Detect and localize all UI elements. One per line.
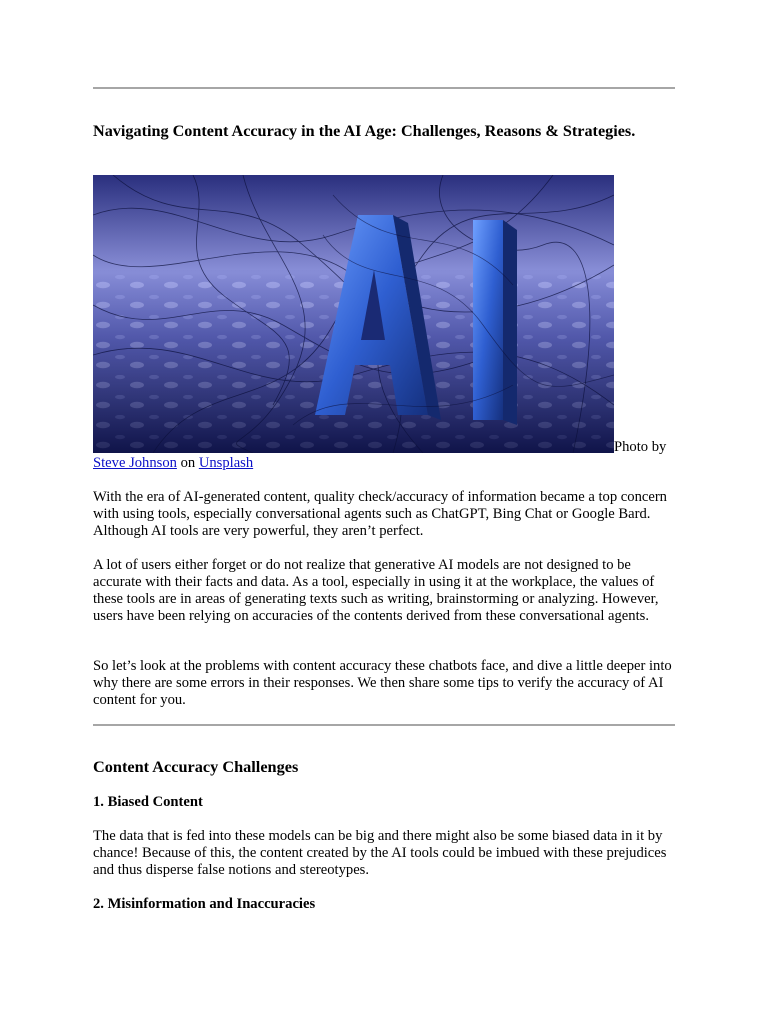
intro-paragraph-1: With the era of AI-generated content, quality check/accuracy of information became a top concern with using tools, especially conversational agents such as ChatGPT, Bing Chat or Google Bard. Although AI tools are very powerful, they aren’t perfect. bbox=[93, 489, 667, 539]
unsplash-link[interactable]: Unsplash bbox=[198, 455, 254, 471]
section-heading: Content Accuracy Challenges bbox=[93, 757, 299, 776]
subsection-heading-biased-content: 1. Biased Content bbox=[93, 794, 203, 810]
intro-paragraph-3: So let’s look at the problems with content accuracy these chatbots face, and dive a little deeper into why there are some errors in their responses. We then share some tips to verify the accuracy of AI content for you. bbox=[93, 658, 672, 708]
top-divider bbox=[93, 87, 675, 89]
section-divider bbox=[93, 724, 675, 726]
subsection-heading-misinformation: 2. Misinformation and Inaccuracies bbox=[93, 896, 316, 912]
biased-content-paragraph: The data that is fed into these models can be big and there might also be some biased data in it by chance! Because of this, the content created by the AI tools could be imbued with these prejudices and thus disperse false notions and stereotypes. bbox=[93, 828, 667, 878]
photo-credit-prefix: Photo by bbox=[614, 439, 667, 455]
credit-connector: on bbox=[180, 455, 196, 471]
photo-credit bbox=[93, 455, 253, 472]
ai-illustration-image bbox=[93, 175, 614, 453]
intro-paragraph-2: A lot of users either forget or do not realize that generative AI models are not designed to be accurate with their facts and data. As a tool, especially in using it at the workplace, the values of these tools are in areas of generating texts such as writing, brainstorming or analyzing. However, users have been relying on accuracies of the contents derived from these conversational agents. bbox=[93, 557, 659, 624]
article-title: Navigating Content Accuracy in the AI Age: Challenges, Reasons & Strategies. bbox=[93, 122, 636, 140]
photographer-link[interactable]: Steve Johnson bbox=[93, 455, 177, 471]
ai-3d-letters-icon bbox=[93, 175, 614, 453]
